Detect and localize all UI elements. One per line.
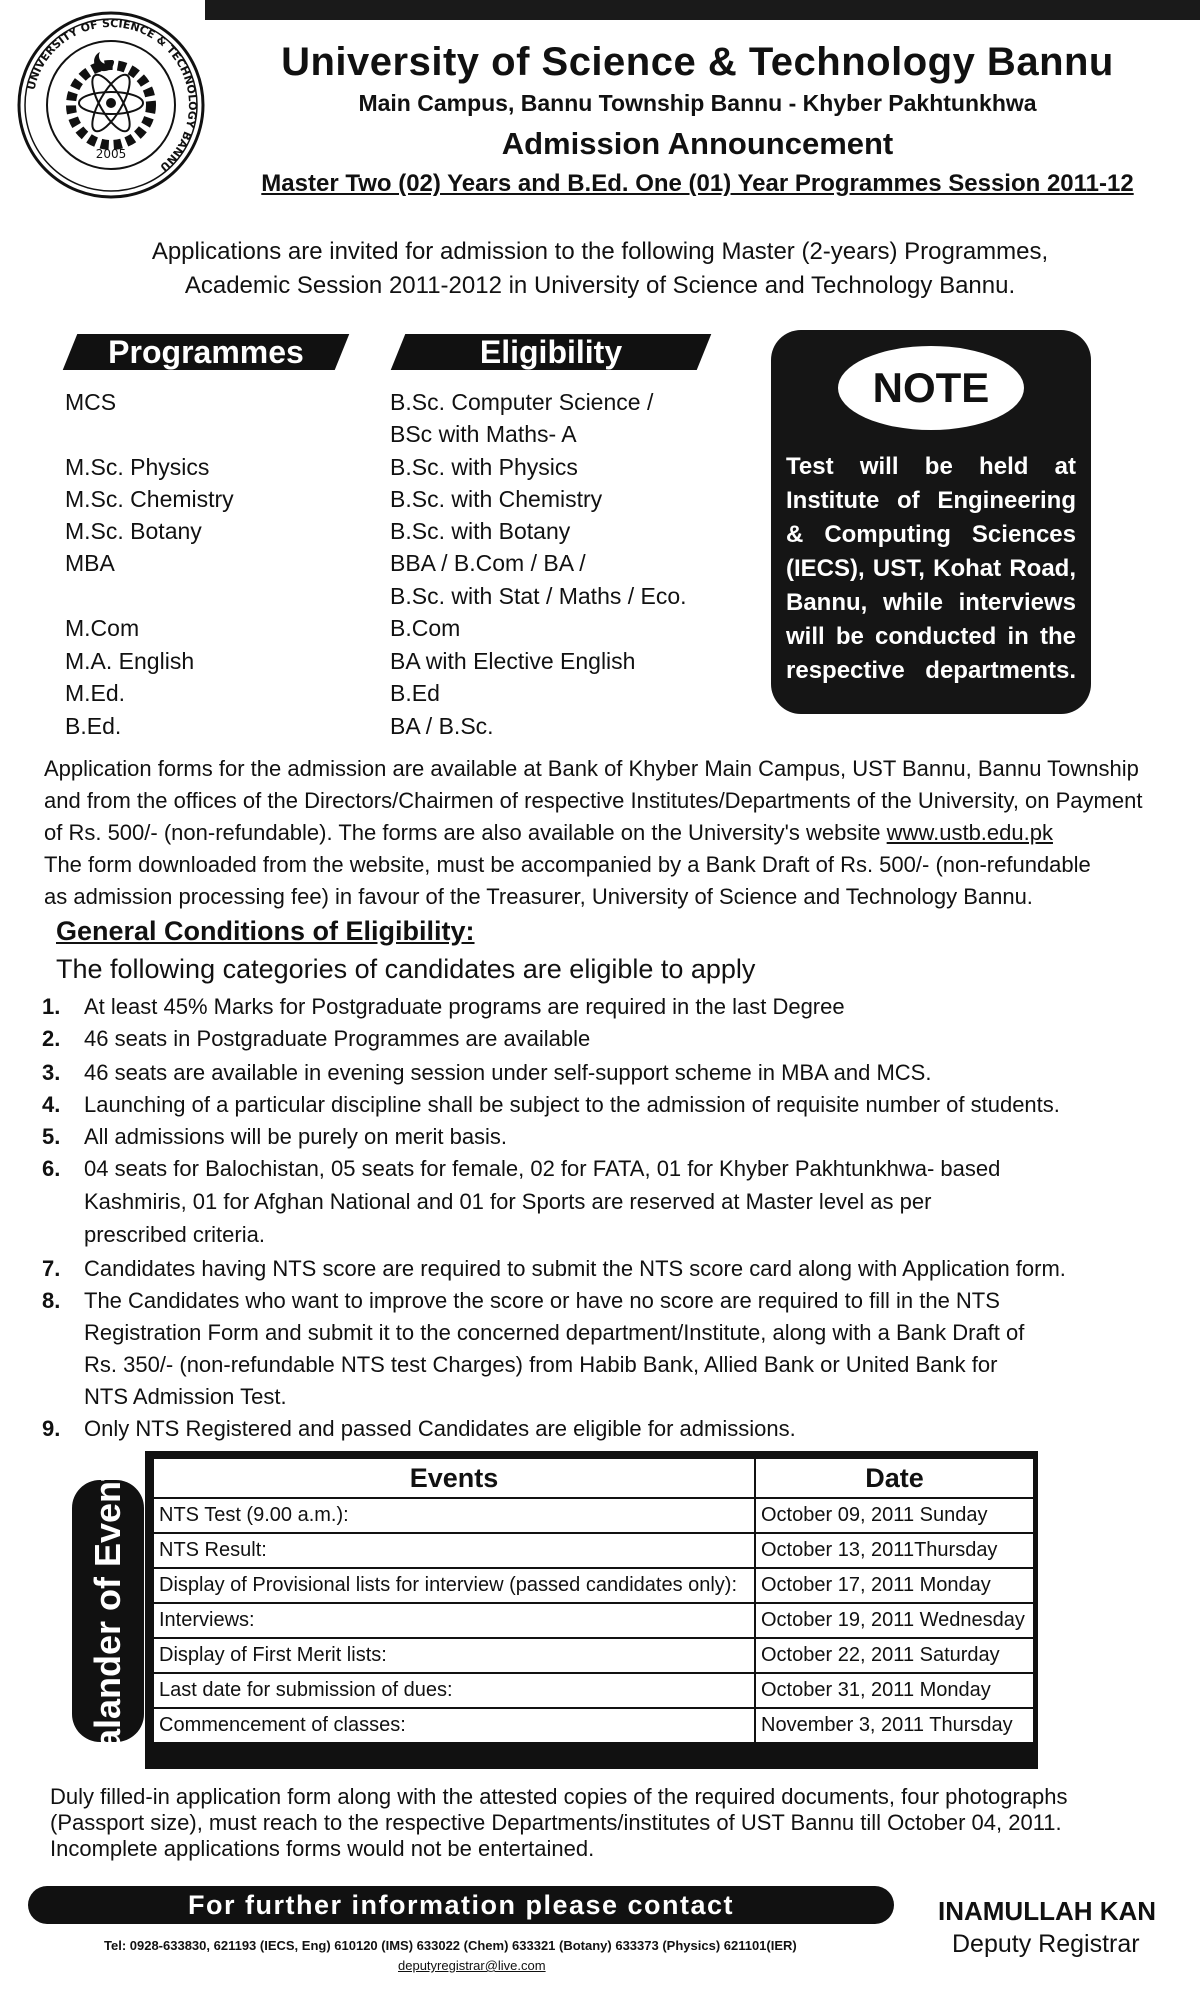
intro-line-2: Academic Session 2011-2012 in University of Science and Technology Bannu. bbox=[184, 272, 1016, 299]
condition-text: NTS Admission Test. bbox=[84, 1384, 287, 1409]
note-line: (IECS), UST, Kohat Road, bbox=[786, 555, 1076, 582]
eligibility-msc-physics: B.Sc. with Physics bbox=[390, 454, 578, 480]
programme-msc-botany: M.Sc. Botany bbox=[65, 518, 202, 544]
event-cell: Last date for submission of dues: bbox=[153, 1673, 755, 1708]
closing-line-2: (Passport size), must reach to the respective Departments/institutes of UST Bannu till October 04, 2011. bbox=[50, 1810, 1062, 1835]
condition-text: At least 45% Marks for Postgraduate programs are required in the last Degree bbox=[84, 994, 845, 1019]
programme-bed: B.Ed. bbox=[65, 713, 122, 739]
table-row bbox=[153, 1708, 1034, 1743]
event-cell: Display of First Merit lists: bbox=[153, 1638, 755, 1673]
condition-text: prescribed criteria. bbox=[84, 1222, 265, 1247]
condition-text: 04 seats for Balochistan, 05 seats for female, 02 for FATA, 01 for Khyber Pakhtunkhwa- based bbox=[84, 1156, 1001, 1181]
condition-text: 46 seats are available in evening session under self-support scheme in MBA and MCS. bbox=[84, 1060, 932, 1085]
table-row bbox=[153, 1673, 1034, 1708]
website-link[interactable]: www.ustb.edu.pk bbox=[886, 820, 1053, 845]
eligibility-msc-botany: B.Sc. with Botany bbox=[390, 518, 571, 544]
condition-text: 46 seats in Postgraduate Programmes are available bbox=[84, 1026, 591, 1051]
note-line: respective departments. bbox=[786, 657, 1076, 684]
logo-ring-text: UNIVERSITY OF SCIENCE & TECHNOLOGY BANNU bbox=[24, 16, 200, 174]
session-line: Master Two (02) Years and B.Ed. One (01) Year Programmes Session 2011-12 bbox=[261, 170, 1134, 197]
campus-address: Main Campus, Bannu Township Bannu - Khyber Pakhtunkhwa bbox=[358, 90, 1037, 116]
note-line: Institute of Engineering bbox=[786, 487, 1076, 514]
top-black-bar bbox=[205, 0, 1200, 20]
condition-number: 7. bbox=[42, 1256, 61, 1281]
programmes-header: Programmes bbox=[108, 334, 304, 370]
condition-text: Candidates having NTS score are required to submit the NTS score card along with Application form. bbox=[84, 1256, 1066, 1281]
date-cell: October 19, 2011 Wednesday bbox=[755, 1603, 1034, 1638]
programme-msc-chemistry: M.Sc. Chemistry bbox=[65, 486, 234, 512]
event-cell: Interviews: bbox=[153, 1603, 755, 1638]
condition-text: Kashmiris, 01 for Afghan National and 01 for Sports are reserved at Master level as per bbox=[84, 1189, 932, 1214]
date-cell: October 22, 2011 Saturday bbox=[755, 1638, 1034, 1673]
logo-year: 2005 bbox=[95, 147, 127, 161]
university-seal-logo bbox=[14, 8, 209, 203]
conditions-subtitle: The following categories of candidates are eligible to apply bbox=[56, 954, 756, 984]
application-line-5: as admission processing fee) in favour of the Treasurer, University of Science and Technology Bannu. bbox=[44, 884, 1033, 909]
condition-text: Launching of a particular discipline shall be subject to the admission of requisite number of students. bbox=[84, 1092, 1060, 1117]
application-line-1: Application forms for the admission are available at Bank of Khyber Main Campus, UST Bannu, Bannu Township bbox=[44, 756, 1139, 781]
condition-number: 3. bbox=[42, 1060, 61, 1085]
condition-text: All admissions will be purely on merit basis. bbox=[84, 1124, 508, 1149]
condition-text: The Candidates who want to improve the score or have no score are required to fill in the NTS bbox=[84, 1288, 1000, 1313]
eligibility-msc-chemistry: B.Sc. with Chemistry bbox=[390, 486, 603, 512]
date-column-header: Date bbox=[755, 1458, 1034, 1498]
eligibility-mcs-2: BSc with Maths- A bbox=[390, 421, 577, 447]
eligibility-med: B.Ed bbox=[390, 680, 440, 706]
closing-line-3: Incomplete applications forms would not be entertained. bbox=[50, 1836, 595, 1861]
eligibility-mba-2: B.Sc. with Stat / Maths / Eco. bbox=[390, 583, 687, 609]
table-row bbox=[153, 1638, 1034, 1673]
application-line-4: The form downloaded from the website, must be accompanied by a Bank Draft of Rs. 500/- (non-refundable bbox=[44, 852, 1091, 877]
condition-number: 9. bbox=[42, 1416, 61, 1441]
note-line: & Computing Sciences bbox=[786, 521, 1076, 548]
contact-banner: For further information please contact bbox=[187, 1890, 735, 1920]
eligibility-header: Eligibility bbox=[479, 334, 623, 370]
condition-number: 5. bbox=[42, 1124, 61, 1149]
table-row bbox=[153, 1533, 1034, 1568]
event-cell: NTS Test (9.00 a.m.): bbox=[153, 1498, 755, 1533]
programme-mba: MBA bbox=[65, 550, 115, 576]
programme-med: M.Ed. bbox=[65, 680, 126, 706]
eligibility-mcom: B.Com bbox=[390, 615, 461, 641]
closing-paragraph bbox=[50, 1784, 1100, 1862]
eligibility-ma-english: BA with Elective English bbox=[390, 648, 636, 674]
eligibility-mcs-1: B.Sc. Computer Science / bbox=[390, 389, 654, 415]
intro-line-1: Applications are invited for admission to the following Master (2-years) Programmes, bbox=[151, 238, 1049, 265]
table-row bbox=[153, 1498, 1034, 1533]
events-table-header bbox=[153, 1458, 1034, 1498]
programme-mcs: MCS bbox=[65, 389, 117, 415]
condition-number: 6. bbox=[42, 1156, 61, 1181]
university-name: University of Science & Technology Bannu bbox=[281, 40, 1114, 84]
eligibility-bed: BA / B.Sc. bbox=[390, 713, 494, 739]
calendar-side-label: Calander of Events bbox=[87, 1448, 128, 1776]
note-heading: NOTE bbox=[838, 346, 1024, 430]
condition-number: 2. bbox=[42, 1026, 61, 1051]
condition-number: 4. bbox=[42, 1092, 61, 1117]
eligibility-mba-1: BBA / B.Com / BA / bbox=[390, 550, 586, 576]
condition-number: 1. bbox=[42, 994, 61, 1019]
note-line: Test will be held at bbox=[786, 453, 1076, 480]
announcement-title: Admission Announcement bbox=[501, 126, 894, 161]
condition-text: Registration Form and submit it to the concerned department/Institute, along with a Bank Draft of bbox=[84, 1320, 1025, 1345]
application-line-3-text: of Rs. 500/- (non-refundable). The forms are also available on the University's website bbox=[44, 820, 887, 845]
application-line-2: and from the offices of the Directors/Chairmen of respective Institutes/Departments of the University, on Payment bbox=[44, 788, 1143, 813]
note-line: will be conducted in the bbox=[786, 623, 1076, 650]
note-line: Bannu, while interviews bbox=[786, 589, 1076, 616]
conditions-title: General Conditions of Eligibility: bbox=[56, 916, 475, 946]
table-row bbox=[153, 1568, 1034, 1603]
table-row bbox=[153, 1603, 1034, 1638]
date-cell: October 09, 2011 Sunday bbox=[755, 1498, 1034, 1533]
date-cell: November 3, 2011 Thursday bbox=[755, 1708, 1034, 1743]
programme-ma-english: M.A. English bbox=[65, 648, 195, 674]
date-cell: October 13, 2011Thursday bbox=[755, 1533, 1034, 1568]
condition-text: Rs. 350/- (non-refundable NTS test Charges) from Habib Bank, Allied Bank or United Bank for bbox=[84, 1352, 998, 1377]
signatory-name: INAMULLAH KAN bbox=[938, 1896, 1157, 1926]
event-cell: Display of Provisional lists for interview (passed candidates only): bbox=[153, 1568, 755, 1603]
note-text bbox=[786, 450, 1076, 688]
event-cell: Commencement of classes: bbox=[153, 1708, 755, 1743]
closing-line-1: Duly filled-in application form along with the attested copies of the required documents, four photographs bbox=[50, 1784, 1068, 1809]
signatory-title: Deputy Registrar bbox=[952, 1930, 1140, 1958]
date-cell: October 31, 2011 Monday bbox=[755, 1673, 1034, 1708]
events-column-header: Events bbox=[153, 1458, 755, 1498]
condition-number: 8. bbox=[42, 1288, 61, 1313]
contact-email[interactable]: deputyregistrar@live.com bbox=[398, 1958, 546, 1973]
programme-msc-physics: M.Sc. Physics bbox=[65, 454, 210, 480]
application-line-3 bbox=[44, 820, 1174, 846]
condition-text: Only NTS Registered and passed Candidates are eligible for admissions. bbox=[84, 1416, 796, 1441]
event-cell: NTS Result: bbox=[153, 1533, 755, 1568]
telephone-numbers: Tel: 0928-633830, 621193 (IECS, Eng) 610120 (IMS) 633022 (Chem) 633321 (Botany) 633373 (Physics) 621101(IER) bbox=[104, 1938, 797, 1953]
programme-mcom: M.Com bbox=[65, 615, 140, 641]
events-table bbox=[152, 1457, 1035, 1744]
date-cell: October 17, 2011 Monday bbox=[755, 1568, 1034, 1603]
